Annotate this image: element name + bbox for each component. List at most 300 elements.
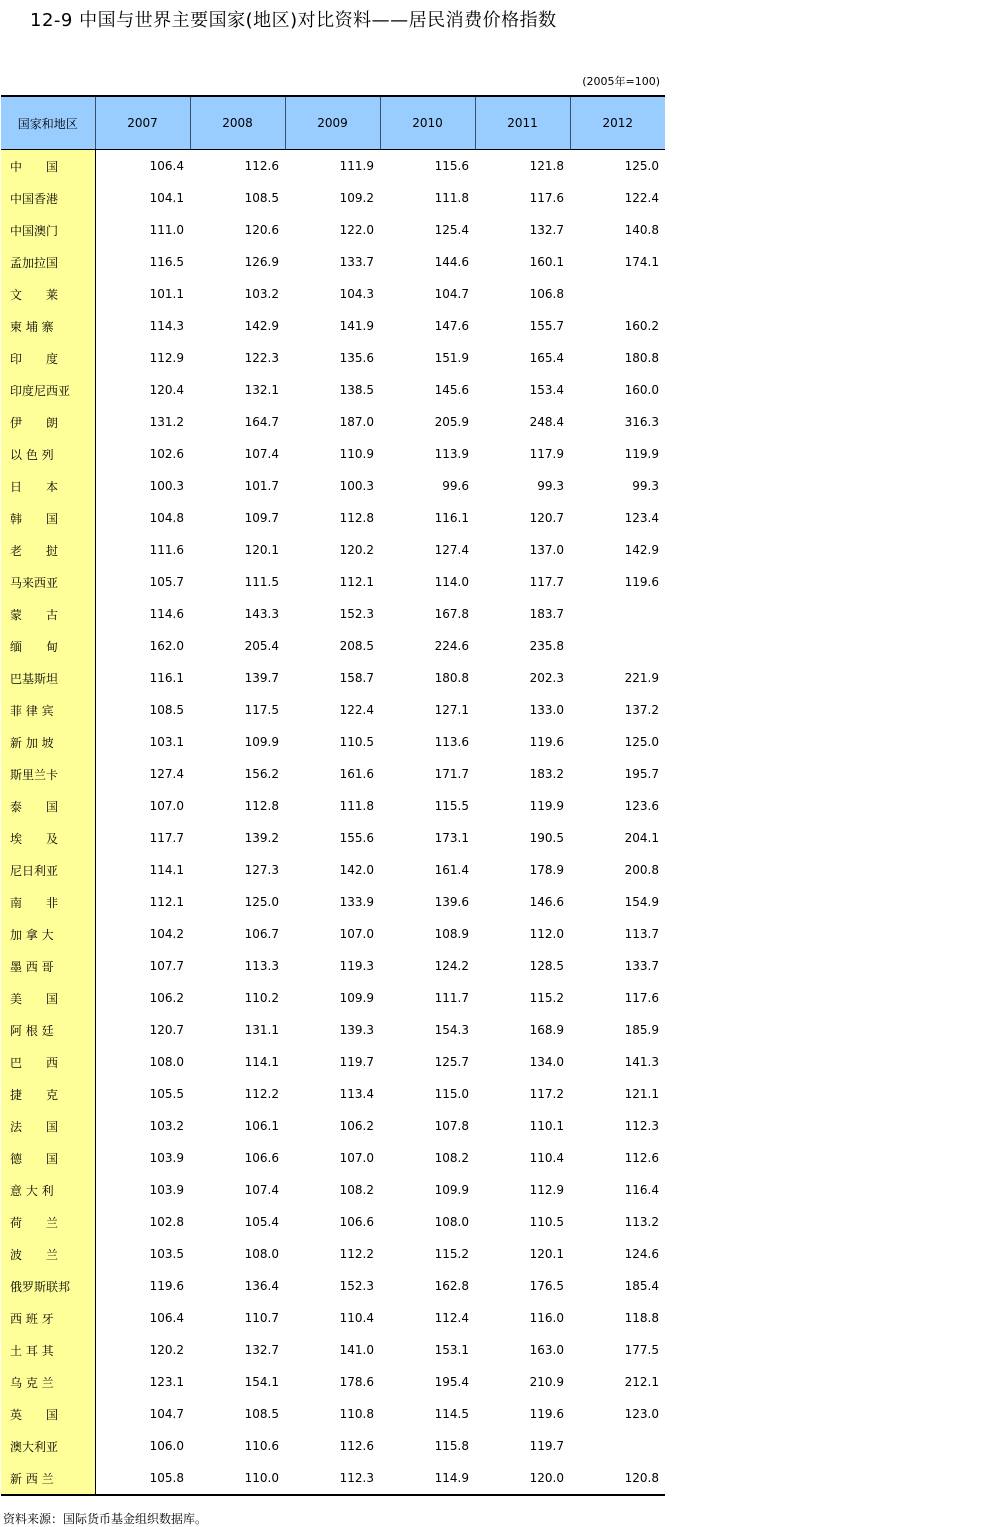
- header-year: 2012: [570, 96, 665, 150]
- cpi-value: 100.3: [339, 479, 374, 493]
- cpi-value: 120.1: [244, 543, 279, 557]
- cpi-value: 114.6: [149, 607, 184, 621]
- cpi-value: 133.7: [624, 959, 659, 973]
- cpi-value: 152.3: [339, 1279, 374, 1293]
- cpi-value: 108.0: [434, 1215, 469, 1229]
- cpi-value: 110.4: [529, 1151, 564, 1165]
- cpi-value: 151.9: [434, 351, 469, 365]
- cpi-value: 177.5: [624, 1343, 659, 1357]
- cpi-value: 108.5: [149, 703, 184, 717]
- cpi-value: 106.7: [244, 927, 279, 941]
- cpi-value: 119.6: [529, 735, 564, 749]
- cpi-value: 106.0: [149, 1439, 184, 1453]
- cpi-value: 141.0: [339, 1343, 374, 1357]
- cpi-value: 105.5: [149, 1087, 184, 1101]
- cpi-value: 115.6: [434, 159, 469, 173]
- cpi-value: 120.1: [529, 1247, 564, 1261]
- cpi-value: 106.4: [149, 159, 184, 173]
- cpi-value: 108.9: [434, 927, 469, 941]
- cpi-value: 111.7: [434, 991, 469, 1005]
- cpi-value: 124.2: [434, 959, 469, 973]
- country-name: 孟加拉国: [1, 246, 95, 278]
- cpi-value: 112.3: [624, 1119, 659, 1133]
- country-name: 以 色 列: [1, 438, 95, 470]
- cpi-value: 112.0: [529, 927, 564, 941]
- cpi-value: 160.1: [529, 255, 564, 269]
- cpi-value: 146.6: [529, 895, 564, 909]
- cpi-value: 114.1: [149, 863, 184, 877]
- cpi-value: 121.8: [529, 159, 564, 173]
- cpi-value: 119.9: [529, 799, 564, 813]
- country-name: 新 西 兰: [1, 1462, 95, 1495]
- cpi-value: 127.4: [434, 543, 469, 557]
- cpi-value: 212.1: [624, 1375, 659, 1389]
- cpi-value: 119.6: [624, 575, 659, 589]
- table-row: [1, 758, 665, 790]
- country-name: 文 莱: [1, 278, 95, 310]
- cpi-value: 119.6: [149, 1279, 184, 1293]
- cpi-value: 111.6: [149, 543, 184, 557]
- cpi-value: 139.7: [244, 671, 279, 685]
- cpi-value: 154.9: [624, 895, 659, 909]
- cpi-value: 152.3: [339, 607, 374, 621]
- cpi-value: 113.3: [244, 959, 279, 973]
- cpi-value: 120.7: [149, 1023, 184, 1037]
- cpi-value: [570, 598, 665, 630]
- header-year: 2011: [475, 96, 570, 150]
- cpi-value: 183.7: [529, 607, 564, 621]
- cpi-value: 123.1: [149, 1375, 184, 1389]
- cpi-value: 111.8: [339, 799, 374, 813]
- table-row: [1, 1014, 665, 1046]
- cpi-value: 174.1: [624, 255, 659, 269]
- cpi-value: 116.1: [149, 671, 184, 685]
- country-name: 荷 兰: [1, 1206, 95, 1238]
- country-name: 新 加 坡: [1, 726, 95, 758]
- country-name: 阿 根 廷: [1, 1014, 95, 1046]
- table-row: [1, 630, 665, 662]
- table-row: [1, 918, 665, 950]
- cpi-value: 248.4: [529, 415, 564, 429]
- cpi-value: 109.9: [339, 991, 374, 1005]
- table-row: [1, 1462, 665, 1495]
- header-year: 2010: [380, 96, 475, 150]
- table-row: [1, 1206, 665, 1238]
- cpi-value: 200.8: [624, 863, 659, 877]
- cpi-value: 99.3: [632, 479, 659, 493]
- cpi-value: 123.0: [624, 1407, 659, 1421]
- cpi-value: 160.2: [624, 319, 659, 333]
- cpi-value: 116.4: [624, 1183, 659, 1197]
- cpi-value: 117.6: [624, 991, 659, 1005]
- cpi-value: 120.7: [529, 511, 564, 525]
- cpi-value: 147.6: [434, 319, 469, 333]
- table-row: [1, 1238, 665, 1270]
- cpi-value: 101.1: [149, 287, 184, 301]
- cpi-value: 119.9: [624, 447, 659, 461]
- cpi-value: 112.6: [624, 1151, 659, 1165]
- cpi-value: 107.4: [244, 447, 279, 461]
- cpi-value: 119.6: [529, 1407, 564, 1421]
- table-row: [1, 1110, 665, 1142]
- cpi-value: 136.4: [244, 1279, 279, 1293]
- cpi-value: 178.6: [339, 1375, 374, 1389]
- country-name: 波 兰: [1, 1238, 95, 1270]
- header-year: 2008: [190, 96, 285, 150]
- cpi-value: 133.9: [339, 895, 374, 909]
- cpi-value: 110.5: [529, 1215, 564, 1229]
- cpi-value: 112.9: [529, 1183, 564, 1197]
- cpi-value: 111.5: [244, 575, 279, 589]
- cpi-value: 117.6: [529, 191, 564, 205]
- cpi-value: 137.2: [624, 703, 659, 717]
- cpi-value: 145.6: [434, 383, 469, 397]
- cpi-value: 112.2: [339, 1247, 374, 1261]
- table-row: [1, 150, 665, 183]
- cpi-value: 195.7: [624, 767, 659, 781]
- table-row: [1, 470, 665, 502]
- cpi-value: 117.7: [529, 575, 564, 589]
- cpi-value: 104.3: [339, 287, 374, 301]
- cpi-value: 155.7: [529, 319, 564, 333]
- cpi-value: 156.2: [244, 767, 279, 781]
- cpi-value: 128.5: [529, 959, 564, 973]
- cpi-value: 110.5: [339, 735, 374, 749]
- cpi-value: 112.9: [149, 351, 184, 365]
- cpi-value: 112.8: [244, 799, 279, 813]
- cpi-value: 113.9: [434, 447, 469, 461]
- table-row: [1, 342, 665, 374]
- cpi-value: 122.4: [339, 703, 374, 717]
- cpi-value: 110.4: [339, 1311, 374, 1325]
- cpi-value: 140.8: [624, 223, 659, 237]
- cpi-value: 107.7: [149, 959, 184, 973]
- cpi-value: 135.6: [339, 351, 374, 365]
- cpi-value: 107.4: [244, 1183, 279, 1197]
- cpi-value: 116.1: [434, 511, 469, 525]
- cpi-value: 125.4: [434, 223, 469, 237]
- cpi-value: 119.7: [339, 1055, 374, 1069]
- table-row: [1, 406, 665, 438]
- cpi-value: 171.7: [434, 767, 469, 781]
- cpi-value: 103.9: [149, 1151, 184, 1165]
- cpi-value: 210.9: [529, 1375, 564, 1389]
- table-row: [1, 822, 665, 854]
- cpi-value: 109.9: [434, 1183, 469, 1197]
- cpi-value: 103.9: [149, 1183, 184, 1197]
- cpi-value: 111.9: [339, 159, 374, 173]
- cpi-value: 117.7: [149, 831, 184, 845]
- table-row: [1, 566, 665, 598]
- country-name: 德 国: [1, 1142, 95, 1174]
- cpi-value: 114.1: [244, 1055, 279, 1069]
- cpi-value: 115.2: [529, 991, 564, 1005]
- table-row: [1, 438, 665, 470]
- table-row: [1, 1270, 665, 1302]
- country-name: 伊 朗: [1, 406, 95, 438]
- cpi-value: 224.6: [434, 639, 469, 653]
- cpi-value: 104.1: [149, 191, 184, 205]
- cpi-value: 114.0: [434, 575, 469, 589]
- cpi-value: 117.5: [244, 703, 279, 717]
- cpi-value: 120.4: [149, 383, 184, 397]
- cpi-value: 105.8: [95, 1462, 190, 1495]
- table-row: [1, 1174, 665, 1206]
- cpi-value: 143.3: [244, 607, 279, 621]
- cpi-value: 180.8: [434, 671, 469, 685]
- cpi-value: 114.9: [380, 1462, 475, 1495]
- cpi-value: [570, 630, 665, 662]
- table-row: [1, 1142, 665, 1174]
- cpi-value: 124.6: [624, 1247, 659, 1261]
- cpi-value: 153.1: [434, 1343, 469, 1357]
- cpi-value: 139.6: [434, 895, 469, 909]
- country-name: 巴 西: [1, 1046, 95, 1078]
- cpi-value: 155.6: [339, 831, 374, 845]
- cpi-value: 120.0: [475, 1462, 570, 1495]
- cpi-value: 195.4: [434, 1375, 469, 1389]
- table-row: [1, 1366, 665, 1398]
- cpi-value: 121.1: [624, 1087, 659, 1101]
- table-row: [1, 502, 665, 534]
- cpi-value: 116.5: [149, 255, 184, 269]
- country-name: 捷 克: [1, 1078, 95, 1110]
- cpi-value: 154.1: [244, 1375, 279, 1389]
- country-name: 印度尼西亚: [1, 374, 95, 406]
- cpi-value: 131.1: [244, 1023, 279, 1037]
- table-row: [1, 374, 665, 406]
- cpi-value: [570, 278, 665, 310]
- cpi-value: 205.9: [434, 415, 469, 429]
- cpi-value: 154.3: [434, 1023, 469, 1037]
- cpi-value: 205.4: [244, 639, 279, 653]
- country-name: 柬 埔 寨: [1, 310, 95, 342]
- cpi-value: 142.0: [339, 863, 374, 877]
- cpi-value: 106.2: [149, 991, 184, 1005]
- cpi-value: 119.7: [529, 1439, 564, 1453]
- cpi-value: 141.3: [624, 1055, 659, 1069]
- cpi-value: 111.0: [149, 223, 184, 237]
- cpi-value: 106.2: [339, 1119, 374, 1133]
- cpi-value: 99.3: [537, 479, 564, 493]
- cpi-value: 104.7: [149, 1407, 184, 1421]
- table-row: [1, 598, 665, 630]
- cpi-value: 108.0: [244, 1247, 279, 1261]
- country-name: 墨 西 哥: [1, 950, 95, 982]
- cpi-value: 125.0: [624, 735, 659, 749]
- cpi-value: 118.8: [624, 1311, 659, 1325]
- cpi-value: 99.6: [442, 479, 469, 493]
- table-row: [1, 1398, 665, 1430]
- cpi-value: 110.0: [190, 1462, 285, 1495]
- country-name: 南 非: [1, 886, 95, 918]
- cpi-value: 110.8: [339, 1407, 374, 1421]
- country-name: 意 大 利: [1, 1174, 95, 1206]
- cpi-value: 109.2: [339, 191, 374, 205]
- cpi-value: 100.3: [149, 479, 184, 493]
- cpi-value: 162.0: [149, 639, 184, 653]
- country-name: 老 挝: [1, 534, 95, 566]
- table-row: [1, 246, 665, 278]
- cpi-value: 110.1: [529, 1119, 564, 1133]
- table-row: [1, 1430, 665, 1462]
- table-row: [1, 694, 665, 726]
- cpi-value: 161.4: [434, 863, 469, 877]
- cpi-value: 187.0: [339, 415, 374, 429]
- table-body: [1, 150, 665, 1496]
- table-row: [1, 950, 665, 982]
- country-name: 韩 国: [1, 502, 95, 534]
- cpi-value: 127.1: [434, 703, 469, 717]
- cpi-value: 112.8: [339, 511, 374, 525]
- cpi-value: 111.8: [434, 191, 469, 205]
- country-name: 埃 及: [1, 822, 95, 854]
- cpi-value: 108.5: [244, 1407, 279, 1421]
- country-name: 乌 克 兰: [1, 1366, 95, 1398]
- page-title: 12-9 中国与世界主要国家(地区)对比资料——居民消费价格指数: [30, 10, 557, 31]
- table-row: [1, 1078, 665, 1110]
- table-row: [1, 182, 665, 214]
- cpi-value: 123.4: [624, 511, 659, 525]
- country-name: 澳大利亚: [1, 1430, 95, 1462]
- cpi-value: 113.2: [624, 1215, 659, 1229]
- cpi-value: 117.9: [529, 447, 564, 461]
- cpi-value: 123.6: [624, 799, 659, 813]
- cpi-value: 113.7: [624, 927, 659, 941]
- cpi-value: 176.5: [529, 1279, 564, 1293]
- cpi-value: 108.2: [339, 1183, 374, 1197]
- country-name: 英 国: [1, 1398, 95, 1430]
- unit-note: (2005年=100): [582, 75, 660, 88]
- country-name: 斯里兰卡: [1, 758, 95, 790]
- cpi-value: [570, 1430, 665, 1462]
- cpi-value: 102.6: [149, 447, 184, 461]
- country-name: 中 国: [1, 150, 95, 183]
- cpi-value: 120.2: [339, 543, 374, 557]
- cpi-value: 190.5: [529, 831, 564, 845]
- cpi-value: 204.1: [624, 831, 659, 845]
- cpi-value: 180.8: [624, 351, 659, 365]
- cpi-value: 107.0: [149, 799, 184, 813]
- cpi-value: 132.7: [244, 1343, 279, 1357]
- table-row: [1, 886, 665, 918]
- cpi-value: 102.8: [149, 1215, 184, 1229]
- cpi-value: 120.2: [149, 1343, 184, 1357]
- cpi-value: 138.5: [339, 383, 374, 397]
- cpi-value: 103.5: [149, 1247, 184, 1261]
- cpi-value: 133.7: [339, 255, 374, 269]
- cpi-value: 162.8: [434, 1279, 469, 1293]
- cpi-value: 103.1: [149, 735, 184, 749]
- cpi-value: 119.3: [339, 959, 374, 973]
- cpi-value: 185.9: [624, 1023, 659, 1037]
- cpi-value: 120.6: [244, 223, 279, 237]
- cpi-value: 316.3: [624, 415, 659, 429]
- cpi-value: 133.0: [529, 703, 564, 717]
- cpi-value: 122.4: [624, 191, 659, 205]
- cpi-value: 103.2: [244, 287, 279, 301]
- cpi-value: 173.1: [434, 831, 469, 845]
- country-name: 泰 国: [1, 790, 95, 822]
- cpi-value: 120.8: [570, 1462, 665, 1495]
- cpi-value: 139.3: [339, 1023, 374, 1037]
- cpi-value: 178.9: [529, 863, 564, 877]
- cpi-value: 112.2: [244, 1087, 279, 1101]
- cpi-value: 107.0: [339, 927, 374, 941]
- country-name: 加 拿 大: [1, 918, 95, 950]
- country-name: 土 耳 其: [1, 1334, 95, 1366]
- cpi-value: 114.5: [434, 1407, 469, 1421]
- cpi-value: 139.2: [244, 831, 279, 845]
- cpi-value: 185.4: [624, 1279, 659, 1293]
- country-name: 缅 甸: [1, 630, 95, 662]
- cpi-value: 107.8: [434, 1119, 469, 1133]
- cpi-value: 142.9: [244, 319, 279, 333]
- table-row: [1, 278, 665, 310]
- cpi-value: 137.0: [529, 543, 564, 557]
- cpi-value: 105.4: [244, 1215, 279, 1229]
- cpi-value: 106.6: [339, 1215, 374, 1229]
- cpi-value: 131.2: [149, 415, 184, 429]
- cpi-value: 153.4: [529, 383, 564, 397]
- cpi-value: 104.7: [434, 287, 469, 301]
- cpi-value: 108.0: [149, 1055, 184, 1069]
- cpi-value: 115.0: [434, 1087, 469, 1101]
- country-name: 蒙 古: [1, 598, 95, 630]
- country-name: 西 班 牙: [1, 1302, 95, 1334]
- country-name: 俄罗斯联邦: [1, 1270, 95, 1302]
- cpi-value: 115.5: [434, 799, 469, 813]
- cpi-value: 112.1: [339, 575, 374, 589]
- cpi-value: 109.7: [244, 511, 279, 525]
- cpi-value: 106.8: [529, 287, 564, 301]
- cpi-value: 158.7: [339, 671, 374, 685]
- cpi-value: 110.7: [244, 1311, 279, 1325]
- cpi-value: 105.7: [149, 575, 184, 589]
- cpi-value: 127.4: [149, 767, 184, 781]
- cpi-value: 168.9: [529, 1023, 564, 1037]
- table-row: [1, 310, 665, 342]
- cpi-value: 113.4: [339, 1087, 374, 1101]
- cpi-value: 132.7: [529, 223, 564, 237]
- cpi-value: 221.9: [624, 671, 659, 685]
- cpi-value: 127.3: [244, 863, 279, 877]
- cpi-value: 109.9: [244, 735, 279, 749]
- table-row: [1, 1334, 665, 1366]
- cpi-table: [1, 95, 665, 1496]
- cpi-value: 122.0: [339, 223, 374, 237]
- cpi-value: 115.8: [434, 1439, 469, 1453]
- cpi-value: 104.8: [149, 511, 184, 525]
- table-row: [1, 982, 665, 1014]
- cpi-value: 141.9: [339, 319, 374, 333]
- cpi-value: 108.5: [244, 191, 279, 205]
- cpi-value: 112.6: [244, 159, 279, 173]
- header-country: 国家和地区: [1, 96, 95, 150]
- cpi-value: 134.0: [529, 1055, 564, 1069]
- cpi-value: 167.8: [434, 607, 469, 621]
- cpi-value: 104.2: [149, 927, 184, 941]
- cpi-value: 112.6: [339, 1439, 374, 1453]
- cpi-value: 125.0: [624, 159, 659, 173]
- cpi-value: 101.7: [244, 479, 279, 493]
- table-header-row: [1, 96, 665, 150]
- country-name: 中国澳门: [1, 214, 95, 246]
- cpi-value: 115.2: [434, 1247, 469, 1261]
- cpi-value: 164.7: [244, 415, 279, 429]
- table-row: [1, 854, 665, 886]
- country-name: 美 国: [1, 982, 95, 1014]
